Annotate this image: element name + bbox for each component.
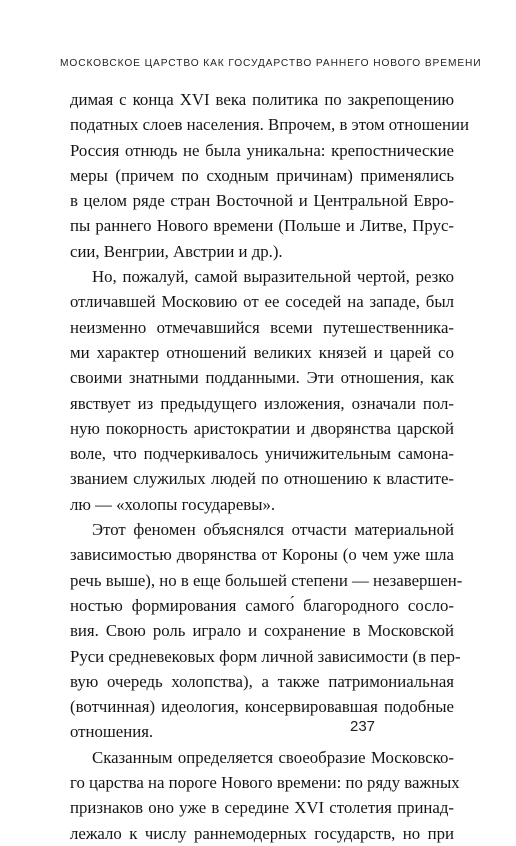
- body-text: [70, 87, 469, 846]
- text-line: сии, Венгрии, Австрии и др.).: [70, 241, 283, 261]
- text-line: пы раннего Нового времени (Польше и Литве, Прус-: [70, 216, 454, 236]
- text-line: Но, пожалуй, самой выразительной чертой, резко: [92, 267, 454, 287]
- text-line: речь выше), но в еще большей степени — незавершен-: [70, 570, 463, 590]
- text-line: отношения.: [70, 722, 154, 742]
- text-line: зависимостью дворянства от Короны (о чем уже шла: [70, 545, 454, 565]
- text-line: вую очередь холопства), а также патримониальная: [70, 671, 454, 691]
- paragraph: [70, 517, 463, 745]
- text-line: явствует из предыдущего изложения, означали пол-: [70, 393, 454, 413]
- text-line: лю — «холопы государевы».: [70, 494, 276, 514]
- paragraph: [70, 87, 469, 264]
- paragraph: [70, 264, 454, 517]
- text-line: отличавшей Московию от ее соседей на западе, был: [70, 292, 454, 312]
- text-line: ную покорность аристократии и дворянства царской: [70, 418, 454, 438]
- text-line: своими знатными подданными. Эти отношения, как: [70, 368, 454, 388]
- text-line: (вотчинная) идеология, консервировавшая подобные: [70, 697, 454, 717]
- text-line: димая с конца XVI века политика по закрепощению: [70, 90, 454, 109]
- text-line: ностью формирования самого́ благородного сосло-: [70, 595, 454, 615]
- text-line: податных слоев населения. Впрочем, в этом отношении: [70, 115, 469, 135]
- text-line: лежало к числу раннемодерных государств, но при: [70, 823, 454, 843]
- text-line: Этот феномен объяснялся отчасти материальной: [92, 520, 454, 540]
- text-line: признаков оно уже в середине XVI столетия принад-: [70, 798, 454, 818]
- text-line: меры (причем по сходным причинам) применялись: [70, 165, 454, 185]
- text-line: в целом ряде стран Восточной и Центральной Евро-: [70, 191, 454, 211]
- text-line: Россия отнюдь не была уникальна: крепостнические: [70, 140, 454, 160]
- text-line: неизменно отмечавшийся всеми путешественника-: [70, 317, 454, 337]
- text-line: го царства на пороге Нового времени: по ряду важных: [70, 773, 460, 793]
- page-number: 237: [350, 718, 376, 735]
- paragraph: [70, 745, 460, 846]
- text-line: Сказанным определяется своеобразие Московско-: [92, 747, 454, 767]
- running-head: МОСКОВСКОЕ ЦАРСТВО КАК ГОСУДАРСТВО РАННЕГО НОВОГО ВРЕМЕНИ: [60, 58, 482, 69]
- text-line: воле, что подчеркивалось уничижительным самона-: [70, 444, 454, 464]
- text-line: ми характер отношений великих князей и царей со: [70, 342, 454, 362]
- text-line: Руси средневековых форм личной зависимости (в пер-: [70, 646, 461, 666]
- text-line: вия. Свою роль играло и сохранение в Московской: [70, 621, 454, 641]
- text-line: званием служилых людей по отношению к властите-: [70, 469, 454, 489]
